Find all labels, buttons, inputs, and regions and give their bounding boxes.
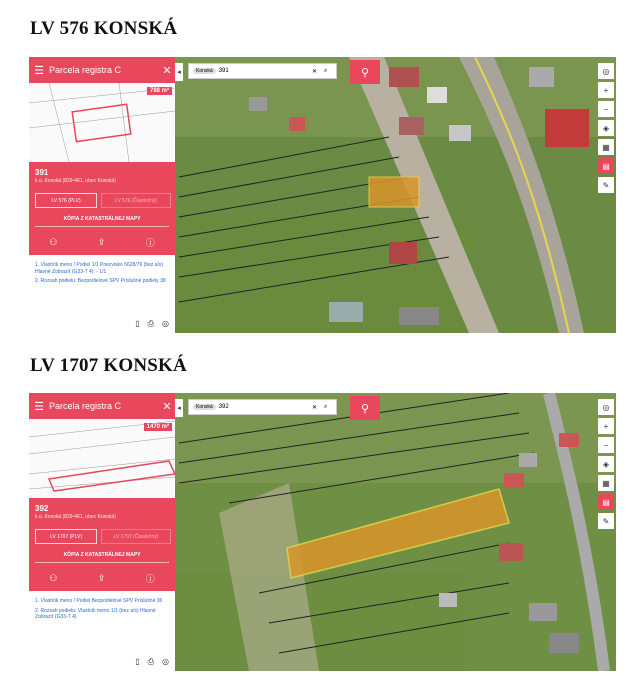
compass-icon[interactable]: ◎: [598, 399, 614, 415]
print-icon[interactable]: ⎙: [147, 657, 155, 666]
parcel-subtitle-2: k.ú. Konská (829-461, obec Konská): [35, 514, 116, 520]
search-box-2[interactable]: [188, 399, 337, 415]
parcel-info-2: [29, 498, 175, 591]
location-pin-icon[interactable]: ⚲: [350, 396, 380, 420]
parcel-subtitle-1: k.ú. Konská (829-461, obec Konská): [35, 178, 116, 184]
menu-icon[interactable]: ☰: [34, 64, 44, 77]
lv-button-secondary-2[interactable]: LV 1707 (Čiastočný): [101, 529, 171, 544]
close-icon[interactable]: ✕: [162, 64, 172, 77]
clear-icon[interactable]: ✕: [312, 404, 318, 411]
parcel-info-1: [29, 162, 175, 255]
panel-header-2: [29, 393, 175, 419]
lv-button-2[interactable]: LV 1707 (PLV): [35, 529, 97, 544]
panel-title-1: Parcela registra C: [49, 65, 122, 75]
owners-icon[interactable]: ⚇: [49, 572, 58, 583]
panel-footer-1: [135, 319, 169, 329]
print-icon[interactable]: ⎙: [147, 319, 155, 328]
bookmark-map-icon[interactable]: ▤: [598, 494, 614, 510]
parcel-panel-2: [29, 393, 175, 671]
search-box-1[interactable]: [188, 63, 337, 79]
area-badge-2: 1470 m²: [144, 423, 172, 431]
zoom-in-icon[interactable]: +: [598, 82, 614, 98]
share-icon[interactable]: ⇪: [97, 236, 106, 247]
search-input[interactable]: 391: [218, 68, 229, 74]
map-screenshot-1: [29, 57, 616, 333]
heading-1: LV 576 KONSKÁ: [30, 18, 178, 39]
owners-list-2: [35, 598, 169, 624]
layers-icon[interactable]: ◈: [598, 456, 614, 472]
collapse-panel-button[interactable]: ◂: [175, 399, 183, 417]
parcel-panel-1: [29, 57, 175, 333]
owner-item[interactable]: 2. Rozsah podielu: Bezpodielové SPV Príslušné podiely 38: [35, 278, 166, 284]
zoom-in-icon[interactable]: +: [598, 418, 614, 434]
search-chip[interactable]: Konská: [193, 68, 216, 74]
info-icons-2: [29, 568, 175, 588]
bookmark-icon[interactable]: ▯: [135, 319, 140, 328]
info-icons-1: [29, 232, 175, 252]
owner-item[interactable]: 2. Rozsah podielu: Vlastník meno 1/1 (bez a/s) Hlavné Zobraziť (G33-T 4): [35, 607, 156, 620]
bookmark-icon[interactable]: ▯: [135, 657, 140, 666]
owners-icon[interactable]: ⚇: [49, 236, 58, 247]
panel-header-1: [29, 57, 175, 83]
collapse-panel-button[interactable]: ◂: [175, 63, 183, 81]
map-tools-1: [598, 63, 614, 193]
info-icon[interactable]: ⓘ: [145, 573, 155, 584]
map-tools-2: [598, 399, 614, 529]
zoom-out-icon[interactable]: −: [598, 101, 614, 117]
search-icon[interactable]: ⌕: [324, 67, 328, 74]
owners-list-1: [35, 262, 169, 288]
parcel-number-2: 392: [35, 504, 49, 513]
area-badge-1: 788 m²: [147, 87, 172, 95]
location-pin-icon[interactable]: ⚲: [350, 60, 380, 84]
basemap-icon[interactable]: ▦: [598, 139, 614, 155]
info-icon[interactable]: ⓘ: [145, 237, 155, 248]
owner-item[interactable]: 1. Vlastník meno / Podiel 1/1 Priezvisko 5628/76 (bez a/s) Hlavné Zobraziť (G33-T 4): - 1/1: [35, 262, 164, 275]
search-input[interactable]: 392: [218, 404, 229, 410]
locate-icon[interactable]: ◎: [162, 319, 169, 328]
menu-icon[interactable]: ☰: [34, 400, 44, 413]
heading-2: LV 1707 KONSKÁ: [30, 355, 187, 376]
share-icon[interactable]: ⇪: [97, 572, 106, 583]
lv-button-secondary-1[interactable]: LV 576 (Čiastočný): [101, 193, 171, 208]
measure-icon[interactable]: ✎: [598, 177, 614, 193]
clear-icon[interactable]: ✕: [312, 68, 318, 75]
owner-item[interactable]: 1. Vlastník meno / Podiel Bezpodielové SPV Príslušné 36: [35, 598, 163, 604]
close-icon[interactable]: ✕: [162, 400, 172, 413]
search-chip[interactable]: Konská: [193, 404, 216, 410]
bookmark-map-icon[interactable]: ▤: [598, 158, 614, 174]
cadastral-map-copy-button-2[interactable]: KÓPIA Z KATASTRÁLNEJ MAPY: [35, 548, 169, 563]
search-icon[interactable]: ⌕: [324, 403, 328, 410]
parcel-minimap-1: [29, 83, 175, 162]
parcel-number-1: 391: [35, 168, 49, 177]
parcel-minimap-2: [29, 419, 175, 498]
map-screenshot-2: [29, 393, 616, 671]
cadastral-map-copy-button-1[interactable]: KÓPIA Z KATASTRÁLNEJ MAPY: [35, 212, 169, 227]
zoom-out-icon[interactable]: −: [598, 437, 614, 453]
panel-title-2: Parcela registra C: [49, 401, 122, 411]
basemap-icon[interactable]: ▦: [598, 475, 614, 491]
lv-button-1[interactable]: LV 576 (PLV): [35, 193, 97, 208]
compass-icon[interactable]: ◎: [598, 63, 614, 79]
panel-footer-2: [135, 657, 169, 667]
measure-icon[interactable]: ✎: [598, 513, 614, 529]
locate-icon[interactable]: ◎: [162, 657, 169, 666]
layers-icon[interactable]: ◈: [598, 120, 614, 136]
